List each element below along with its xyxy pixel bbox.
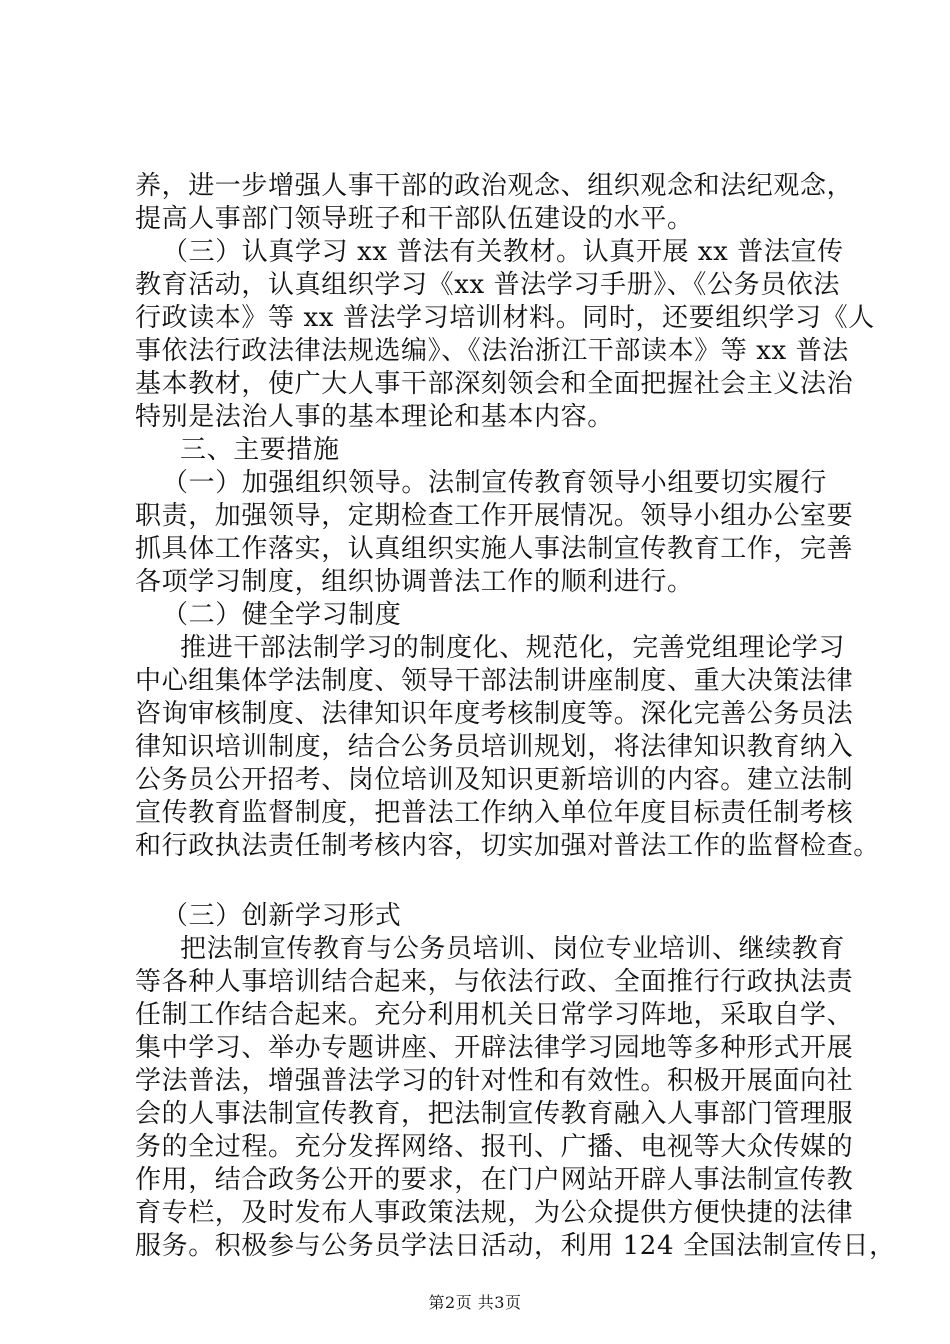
text-line: 特别是法治人事的基本理论和基本内容。 bbox=[135, 402, 614, 432]
text-line: 各项学习制度，组织协调普法工作的顺利进行。 bbox=[135, 567, 694, 597]
text-line: （三）认真学习 xx 普法有关教材。认真开展 xx 普法宣传 bbox=[162, 237, 844, 267]
text-line: 行政读本》等 xx 普法学习培训材料。同时，还要组织学习《人 bbox=[135, 303, 875, 333]
text-line: 务的全过程。充分发挥网络、报刊、广播、电视等大众传媒的 bbox=[135, 1132, 854, 1162]
text-line: 公务员公开招考、岗位培训及知识更新培训的内容。建立法制 bbox=[135, 765, 854, 795]
text-line: 职责，加强领导，定期检查工作开展情况。领导小组办公室要 bbox=[135, 501, 854, 531]
section-heading: 三、主要措施 bbox=[180, 435, 340, 465]
text-line: 任制工作结合起来。充分利用机关日常学习阵地，采取自学、 bbox=[135, 1000, 854, 1030]
text-line: 服务。积极参与公务员学法日活动，利用 124 全国法制宣传日， bbox=[135, 1231, 896, 1261]
subsection-heading: （二）健全学习制度 bbox=[162, 600, 402, 630]
text-line: 推进干部法制学习的制度化、规范化，完善党组理论学习 bbox=[180, 633, 846, 663]
text-line: 和行政执法责任制考核内容，切实加强对普法工作的监督检查。 bbox=[135, 831, 880, 861]
text-line: 集中学习、举办专题讲座、开辟法律学习园地等多种形式开展 bbox=[135, 1033, 854, 1063]
text-line: 养，进一步增强人事干部的政治观念、组织观念和法纪观念， bbox=[135, 171, 854, 201]
text-line: 中心组集体学法制度、领导干部法制讲座制度、重大决策法律 bbox=[135, 666, 854, 696]
text-line: 作用，结合政务公开的要求，在门户网站开辟人事法制宣传教 bbox=[135, 1165, 854, 1195]
text-line: 基本教材，使广大人事干部深刻领会和全面把握社会主义法治 bbox=[135, 369, 854, 399]
text-line: 咨询审核制度、法律知识年度考核制度等。深化完善公务员法 bbox=[135, 699, 854, 729]
text-line: 育专栏，及时发布人事政策法规，为公众提供方便快捷的法律 bbox=[135, 1198, 854, 1228]
text-line: （一）加强组织领导。法制宣传教育领导小组要切实履行 bbox=[162, 468, 828, 498]
text-line: 学法普法，增强普法学习的针对性和有效性。积极开展面向社 bbox=[135, 1066, 854, 1096]
subsection-heading: （三）创新学习形式 bbox=[162, 901, 402, 931]
text-line: 会的人事法制宣传教育，把法制宣传教育融入人事部门管理服 bbox=[135, 1099, 854, 1129]
text-line: 事依法行政法律法规选编》、《法治浙江干部读本》等 xx 普法 bbox=[135, 336, 849, 366]
text-line: 宣传教育监督制度，把普法工作纳入单位年度目标责任制考核 bbox=[135, 798, 854, 828]
text-line: 律知识培训制度，结合公务员培训规划，将法律知识教育纳入 bbox=[135, 732, 854, 762]
text-line: 等各种人事培训结合起来，与依法行政、全面推行行政执法责 bbox=[135, 967, 854, 997]
text-line: 提高人事部门领导班子和干部队伍建设的水平。 bbox=[135, 204, 694, 234]
page-number-footer: 第2页 共3页 bbox=[428, 1293, 522, 1312]
text-line: 教育活动，认真组织学习《xx 普法学习手册》、《公务员依法 bbox=[135, 270, 840, 300]
text-line: 把法制宣传教育与公务员培训、岗位专业培训、继续教育 bbox=[180, 934, 846, 964]
text-line: 抓具体工作落实，认真组织实施人事法制宣传教育工作，完善 bbox=[135, 534, 854, 564]
